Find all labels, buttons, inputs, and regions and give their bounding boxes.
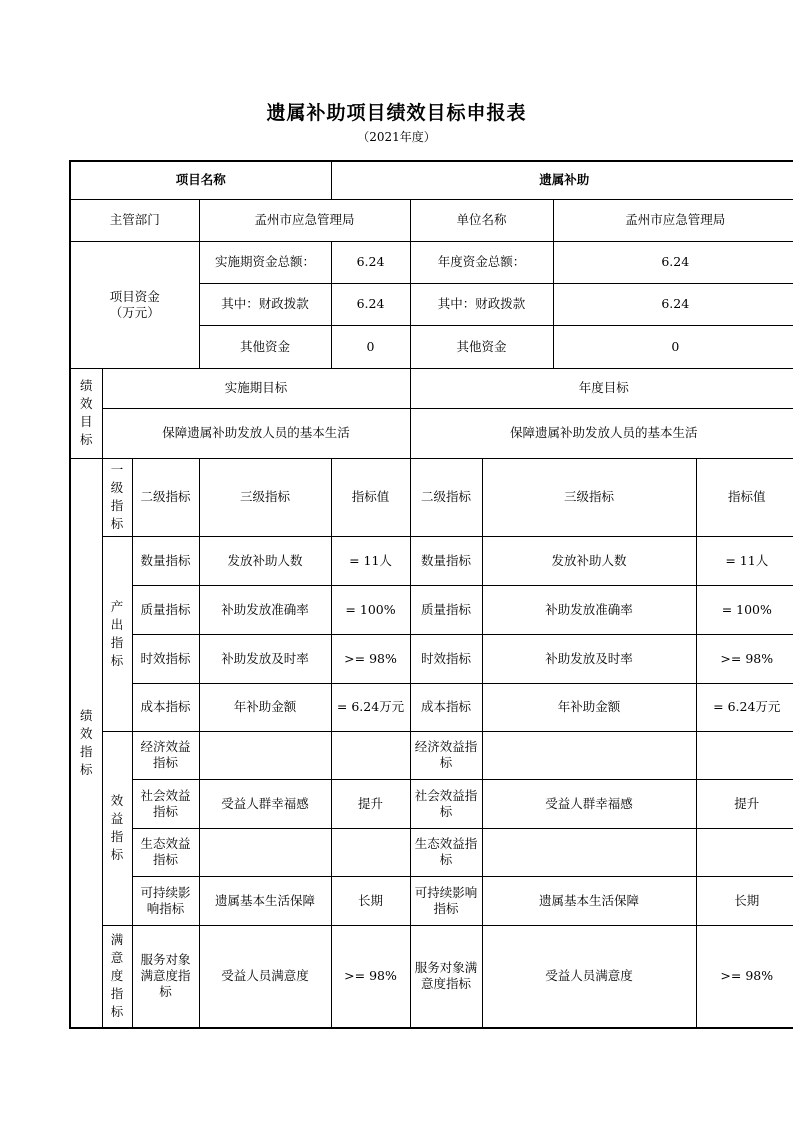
period-value: >= 98% — [331, 925, 410, 1028]
period-level2: 时效指标 — [132, 634, 199, 683]
funds-annual-other-label: 其他资金 — [410, 325, 553, 368]
period-value — [331, 828, 410, 876]
funds-period-other-label: 其他资金 — [199, 325, 331, 368]
funds-annual-total-label: 年度资金总额： — [410, 241, 553, 283]
annual-value: >= 98% — [696, 634, 793, 683]
funds-period-fiscal-value: 6.24 — [331, 283, 410, 325]
period-level3: 年补助金额 — [199, 683, 331, 731]
table-row — [70, 536, 793, 585]
unit-label: 单位名称 — [410, 199, 553, 241]
period-value: = 100% — [331, 585, 410, 634]
annual-value: 长期 — [696, 876, 793, 925]
period-value: = 6.24万元 — [331, 683, 410, 731]
table-row — [70, 683, 793, 731]
funds-annual-fiscal-value: 6.24 — [553, 283, 793, 325]
unit-value: 孟州市应急管理局 — [553, 199, 793, 241]
goals-period-text: 保障遗属补助发放人员的基本生活 — [102, 408, 410, 458]
header-level1: 一级指标 — [102, 458, 132, 536]
header-period-level2: 二级指标 — [132, 458, 199, 536]
funds-label: 项目资金（万元） — [70, 241, 199, 368]
period-level2: 质量指标 — [132, 585, 199, 634]
period-level2: 数量指标 — [132, 536, 199, 585]
document-title: 遗属补助项目绩效目标申报表 — [266, 102, 527, 124]
annual-value — [696, 828, 793, 876]
period-level3: 发放补助人数 — [199, 536, 331, 585]
table-row — [70, 925, 793, 1028]
annual-value: = 11人 — [696, 536, 793, 585]
annual-level3: 补助发放准确率 — [482, 585, 696, 634]
annual-level2: 经济效益指标 — [410, 731, 482, 779]
period-level2: 生态效益指标 — [132, 828, 199, 876]
annual-level3: 遗属基本生活保障 — [482, 876, 696, 925]
annual-value: 提升 — [696, 779, 793, 828]
row-indicators-header — [70, 458, 793, 536]
annual-level2: 质量指标 — [410, 585, 482, 634]
row-funds-total — [70, 241, 793, 283]
period-value: 提升 — [331, 779, 410, 828]
dept-value: 孟州市应急管理局 — [199, 199, 410, 241]
annual-value: = 100% — [696, 585, 793, 634]
row-goals-header — [70, 368, 793, 408]
annual-level3: 受益人员满意度 — [482, 925, 696, 1028]
period-value: 长期 — [331, 876, 410, 925]
annual-level3: 年补助金额 — [482, 683, 696, 731]
header-annual-level2: 二级指标 — [410, 458, 482, 536]
table-row — [70, 876, 793, 925]
annual-level2: 服务对象满意度指标 — [410, 925, 482, 1028]
period-level3: 遗属基本生活保障 — [199, 876, 331, 925]
goals-period-header: 实施期目标 — [102, 368, 410, 408]
table-row — [70, 585, 793, 634]
row-department — [70, 199, 793, 241]
annual-value: >= 98% — [696, 925, 793, 1028]
indicators-label: 绩效指标 — [70, 458, 102, 1028]
performance-goal-table — [69, 160, 793, 1029]
funds-annual-fiscal-label: 其中：财政拨款 — [410, 283, 553, 325]
goals-annual-header: 年度目标 — [410, 368, 793, 408]
annual-value — [696, 731, 793, 779]
period-level3: 补助发放准确率 — [199, 585, 331, 634]
annual-level2: 数量指标 — [410, 536, 482, 585]
period-level3: 受益人员满意度 — [199, 925, 331, 1028]
period-level3: 补助发放及时率 — [199, 634, 331, 683]
annual-level3: 受益人群幸福感 — [482, 779, 696, 828]
row-goals-text — [70, 408, 793, 458]
annual-level3 — [482, 731, 696, 779]
table-row — [70, 731, 793, 779]
annual-level2: 成本指标 — [410, 683, 482, 731]
period-value: >= 98% — [331, 634, 410, 683]
row-project-name — [70, 161, 793, 199]
project-name-value: 遗属补助 — [331, 161, 793, 199]
goals-label: 绩效目标 — [70, 368, 102, 458]
table-row — [70, 634, 793, 683]
annual-level2: 生态效益指标 — [410, 828, 482, 876]
annual-level2: 时效指标 — [410, 634, 482, 683]
funds-annual-total-value: 6.24 — [553, 241, 793, 283]
project-name-label: 项目名称 — [70, 161, 331, 199]
group-benefit: 效益指标 — [102, 731, 132, 925]
period-level2: 社会效益指标 — [132, 779, 199, 828]
header-period-value: 指标值 — [331, 458, 410, 536]
group-satisfaction: 满意度指标 — [102, 925, 132, 1028]
period-level3 — [199, 828, 331, 876]
funds-annual-other-value: 0 — [553, 325, 793, 368]
period-level2: 经济效益指标 — [132, 731, 199, 779]
funds-period-total-label: 实施期资金总额： — [199, 241, 331, 283]
annual-level3: 发放补助人数 — [482, 536, 696, 585]
header-period-level3: 三级指标 — [199, 458, 331, 536]
period-level2: 可持续影响指标 — [132, 876, 199, 925]
goals-annual-text: 保障遗属补助发放人员的基本生活 — [410, 408, 793, 458]
period-value: = 11人 — [331, 536, 410, 585]
period-level2: 服务对象满意度指标 — [132, 925, 199, 1028]
funds-period-total-value: 6.24 — [331, 241, 410, 283]
table-row — [70, 828, 793, 876]
annual-level2: 社会效益指标 — [410, 779, 482, 828]
period-level2: 成本指标 — [132, 683, 199, 731]
document-subtitle: （2021年度） — [357, 130, 436, 144]
annual-level2: 可持续影响指标 — [410, 876, 482, 925]
annual-level3: 补助发放及时率 — [482, 634, 696, 683]
period-level3 — [199, 731, 331, 779]
dept-label: 主管部门 — [70, 199, 199, 241]
group-output: 产出指标 — [102, 536, 132, 731]
period-level3: 受益人群幸福感 — [199, 779, 331, 828]
annual-value: = 6.24万元 — [696, 683, 793, 731]
annual-level3 — [482, 828, 696, 876]
header-annual-value: 指标值 — [696, 458, 793, 536]
header-annual-level3: 三级指标 — [482, 458, 696, 536]
funds-period-fiscal-label: 其中：财政拨款 — [199, 283, 331, 325]
period-value — [331, 731, 410, 779]
funds-period-other-value: 0 — [331, 325, 410, 368]
table-row — [70, 779, 793, 828]
